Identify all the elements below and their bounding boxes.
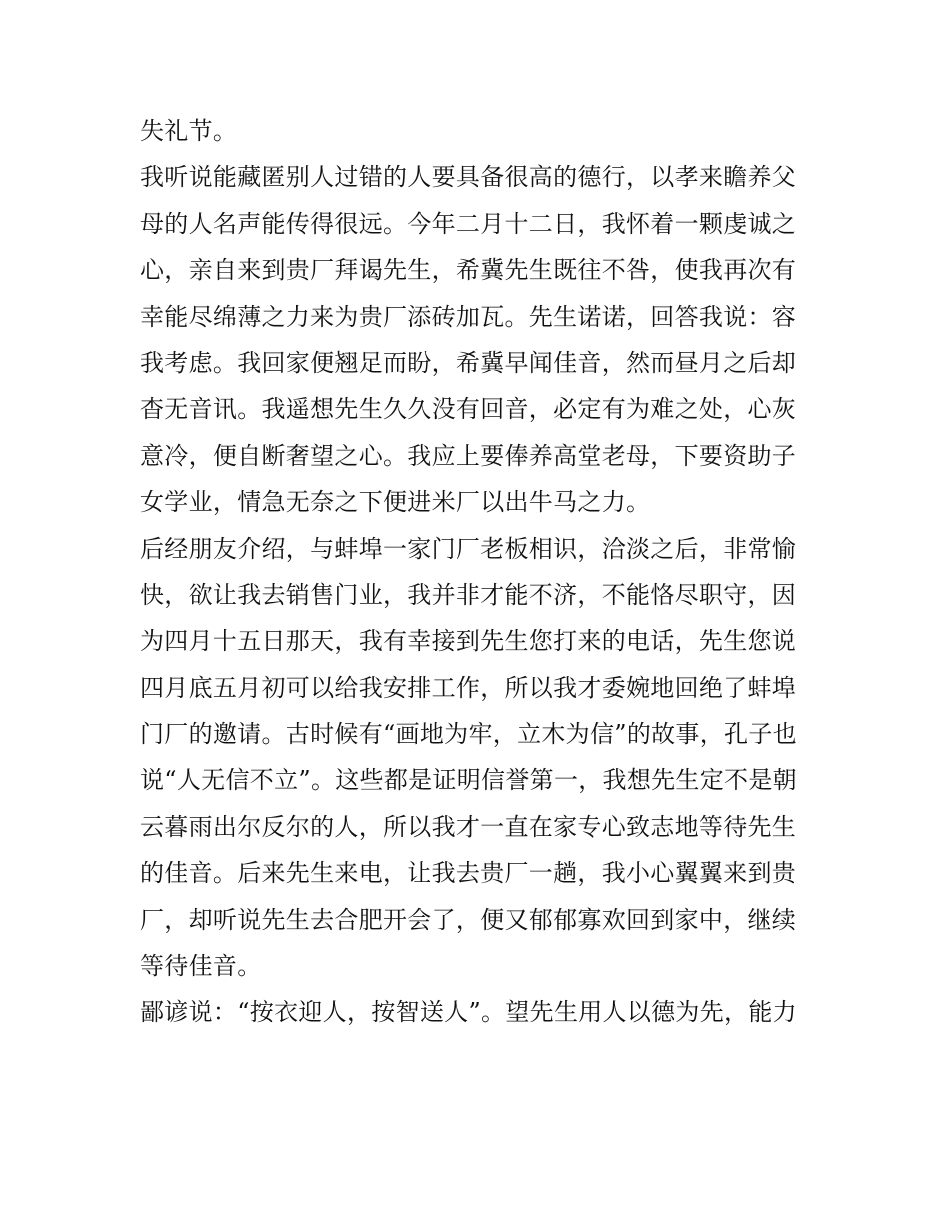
text-line: 等待佳音。 — [140, 952, 262, 981]
text-line: 我听说能藏匿别人过错的人要具备很高的德行，以孝来瞻养父 — [140, 163, 797, 192]
text-line: 为四月十五日那天，我有幸接到先生您打来的电话，先生您说 — [140, 627, 797, 656]
text-line: 云暮雨出尔反尔的人，所以我才一直在家专心致志地等待先生 — [140, 812, 797, 841]
text-line: 说“人无信不立”。这些都是证明信誉第一，我想先生定不是朝 — [140, 766, 797, 795]
text-line: 后经朋友介绍，与蚌埠一家门厂老板相识，洽淡之后，非常愉 — [140, 534, 797, 563]
text-line: 幸能尽绵薄之力来为贵厂添砖加瓦。先生诺诺，回答我说：容 — [140, 302, 797, 331]
text-line: 我考虑。我回家便翘足而盼，希冀早闻佳音，然而昼月之后却 — [140, 348, 797, 377]
text-line: 意冷，便自断奢望之心。我应上要俸养高堂老母，下要资助子 — [140, 441, 797, 470]
text-line: 的佳音。后来先生来电，让我去贵厂一趟，我小心翼翼来到贵 — [140, 859, 797, 888]
text-line: 女学业，情急无奈之下便进米厂以出牛马之力。 — [140, 488, 651, 517]
text-line: 杳无音讯。我遥想先生久久没有回音，必定有为难之处，心灰 — [140, 395, 797, 424]
letter-body — [140, 108, 812, 1036]
text-line: 厂，却听说先生去合肥开会了，便又郁郁寡欢回到家中，继续 — [140, 905, 797, 934]
text-line: 失礼节。 — [140, 117, 238, 145]
text-line: 四月底五月初可以给我安排工作，所以我才委婉地回绝了蚌埠 — [140, 673, 797, 702]
text-line: 快，欲让我去销售门业，我并非才能不济，不能恪尽职守，因 — [140, 580, 797, 609]
text-line: 门厂的邀请。古时候有“画地为牢，立木为信”的故事，孔子也 — [140, 720, 797, 749]
text-line: 鄙谚说：“按衣迎人，按智送人”。望先生用人以德为先，能力 — [140, 998, 797, 1027]
text-line: 母的人名声能传得很远。今年二月十二日，我怀着一颗虔诚之 — [140, 209, 797, 238]
text-line: 心，亲自来到贵厂拜谒先生，希冀先生既往不咎，使我再次有 — [140, 256, 797, 285]
